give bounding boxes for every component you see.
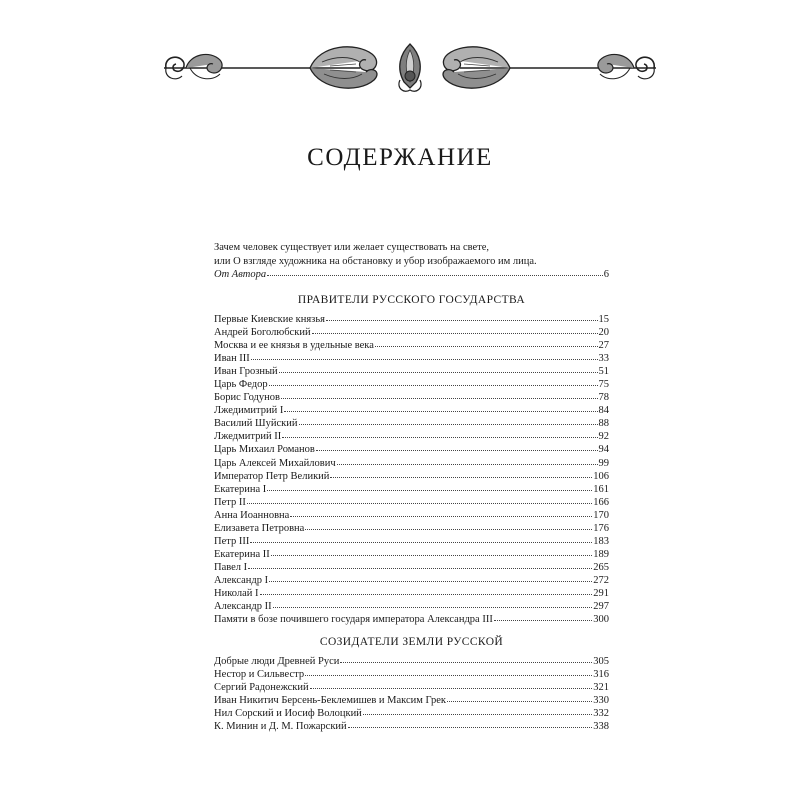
- dot-leader: [305, 529, 592, 530]
- toc-entry-page: 176: [593, 522, 609, 534]
- toc-entry-page: 78: [598, 392, 609, 404]
- page-title: СОДЕРЖАНИЕ: [307, 144, 493, 171]
- toc-entry[interactable]: [214, 313, 609, 326]
- toc-entry-title: Павел I: [214, 561, 248, 573]
- dot-leader: [330, 477, 592, 478]
- toc-entry-title: Андрей Боголюбский: [214, 327, 311, 339]
- toc-entry-title: Лжедмитрий II: [214, 431, 282, 443]
- toc-entry[interactable]: [214, 365, 609, 378]
- toc-entry-title: Император Петр Великий: [214, 470, 330, 482]
- toc-entry-page: 338: [593, 721, 609, 733]
- toc-entry[interactable]: [214, 509, 609, 522]
- toc-entry-page: 330: [593, 695, 609, 707]
- toc-entry[interactable]: [214, 417, 609, 430]
- dot-leader: [279, 372, 598, 373]
- toc-entry-page: 305: [593, 656, 609, 667]
- toc-entry-title: Александр I: [214, 574, 269, 586]
- dot-leader: [447, 701, 592, 702]
- toc-entry-title: К. Минин и Д. М. Пожарский: [214, 721, 347, 733]
- toc-entry-title: Екатерина I: [214, 483, 267, 495]
- dot-leader: [326, 320, 598, 321]
- toc-entry-page: 94: [598, 444, 609, 456]
- toc-entry[interactable]: [214, 470, 609, 483]
- toc-entry-title: Николай I: [214, 587, 259, 599]
- toc-entry[interactable]: [214, 561, 609, 574]
- toc-entry-title: Первые Киевские князья: [214, 314, 325, 325]
- dot-leader: [305, 675, 592, 676]
- dot-leader: [290, 516, 592, 517]
- toc-entry-title: Москва и ее князья в удельные века: [214, 340, 374, 352]
- toc-entry[interactable]: [214, 496, 609, 509]
- toc-entry-page: 99: [598, 457, 609, 469]
- toc-entry[interactable]: [214, 707, 609, 720]
- toc-entry-page: 291: [593, 587, 609, 599]
- toc-entry-page: 106: [593, 470, 609, 482]
- toc-entry[interactable]: [214, 326, 609, 339]
- toc-entry[interactable]: [214, 378, 609, 391]
- dot-leader: [260, 594, 593, 595]
- toc-entry-title: Борис Годунов: [214, 392, 280, 404]
- toc-entry[interactable]: [214, 339, 609, 352]
- toc-entry[interactable]: [214, 613, 609, 626]
- toc-entry-page: 15: [598, 314, 609, 325]
- toc-entry-title: Нил Сорский и Иосиф Волоцкий: [214, 708, 362, 720]
- toc-entry-title: Елизавета Петровна: [214, 522, 305, 534]
- toc-entry-title: Анна Иоанновна: [214, 509, 290, 521]
- intro-line-2: или О взгляде художника на обстановку и убор изображаемого им лица.: [214, 255, 537, 267]
- toc-entry-title: Царь Михаил Романов: [214, 444, 315, 456]
- toc-entry-page: 88: [598, 418, 609, 430]
- toc-entry[interactable]: [214, 600, 609, 613]
- dot-leader: [269, 581, 592, 582]
- toc-entry[interactable]: [214, 430, 609, 443]
- dot-leader: [282, 437, 597, 438]
- dot-leader: [250, 542, 592, 543]
- intro-line-1: Зачем человек существует или желает существовать на свете,: [214, 242, 490, 253]
- toc-entry-page: 92: [598, 431, 609, 443]
- toc-entry-page: 27: [598, 340, 609, 352]
- toc-entry[interactable]: [214, 443, 609, 456]
- toc-entry-title: Добрые люди Древней Руси: [214, 656, 340, 667]
- toc-entry-title: Василий Шуйский: [214, 418, 298, 430]
- toc-list-creators: [214, 655, 609, 733]
- dot-leader: [348, 727, 593, 728]
- toc-entry-page: 183: [593, 535, 609, 547]
- toc-entry-page: 265: [593, 561, 609, 573]
- toc-entry-title: Сергий Радонежский: [214, 682, 309, 694]
- toc-entry-page: 321: [593, 682, 609, 694]
- toc-entry-title: Петр II: [214, 496, 246, 508]
- toc-entry[interactable]: [214, 668, 609, 681]
- dot-leader: [337, 464, 598, 465]
- toc-entry-page: 316: [593, 669, 609, 681]
- toc-entry-title: Царь Федор: [214, 379, 268, 391]
- dot-leader: [310, 688, 593, 689]
- dot-leader: [316, 450, 598, 451]
- dot-leader: [299, 424, 598, 425]
- toc-entry-page: 161: [593, 483, 609, 495]
- toc-entry-author[interactable]: [214, 268, 609, 281]
- toc-list-rulers: [214, 313, 609, 626]
- dot-leader: [267, 490, 592, 491]
- toc-entry-page: 20: [598, 327, 609, 339]
- section-heading-creators: СОЗИДАТЕЛИ ЗЕМЛИ РУССКОЙ: [319, 636, 504, 648]
- toc-entry-title: Нестор и Сильвестр: [214, 669, 305, 681]
- toc-entry-page: 189: [593, 548, 609, 560]
- dot-leader: [247, 503, 592, 504]
- toc-entry-title: Памяти в бозе почившего государя императора Александра III: [214, 614, 493, 626]
- toc-entry-title: Петр III: [214, 535, 250, 547]
- toc-entry-page: 75: [598, 379, 609, 391]
- toc-entry-page: 297: [593, 601, 609, 613]
- toc-entry-page: 84: [598, 405, 609, 417]
- toc-entry-title: От Автора: [214, 269, 267, 280]
- toc-entry[interactable]: [214, 457, 609, 470]
- toc-entry[interactable]: [214, 535, 609, 548]
- toc-entry[interactable]: [214, 404, 609, 417]
- toc-entry[interactable]: [214, 548, 609, 561]
- toc-entry-page: 332: [593, 708, 609, 720]
- dot-leader: [271, 555, 592, 556]
- toc-entry-page: 300: [593, 614, 609, 626]
- dot-leader: [494, 620, 592, 621]
- toc-entry-page: 170: [593, 509, 609, 521]
- dot-leader: [284, 411, 597, 412]
- dot-leader: [248, 568, 592, 569]
- toc-entry[interactable]: [214, 720, 609, 733]
- toc-entry[interactable]: [214, 574, 609, 587]
- dot-leader: [375, 346, 598, 347]
- toc-entry-title: Иван Никитич Берсень-Беклемишев и Максим Грек: [214, 695, 446, 707]
- ornament-header: [160, 40, 660, 96]
- toc-entry-page: 6: [603, 269, 609, 280]
- dot-leader: [251, 359, 598, 360]
- toc-entry[interactable]: [214, 391, 609, 404]
- toc-entry-page: 51: [598, 366, 609, 378]
- toc-entry-page: 33: [598, 353, 609, 365]
- toc-entry[interactable]: [214, 352, 609, 365]
- dot-leader: [269, 385, 598, 386]
- toc-entry-page: 166: [593, 496, 609, 508]
- toc-entry-title: Иван III: [214, 353, 250, 365]
- toc-entry[interactable]: [214, 694, 609, 707]
- dot-leader: [340, 662, 592, 663]
- dot-leader: [281, 398, 598, 399]
- toc-entry-title: Екатерина II: [214, 548, 270, 560]
- dot-leader: [267, 275, 603, 276]
- toc-entry[interactable]: [214, 522, 609, 535]
- dot-leader: [312, 333, 598, 334]
- toc-entry-title: Александр II: [214, 601, 272, 613]
- toc-entry-page: 272: [593, 574, 609, 586]
- intro-block: [214, 241, 609, 281]
- toc-entry[interactable]: [214, 587, 609, 600]
- section-heading-rulers: ПРАВИТЕЛИ РУССКОГО ГОСУДАРСТВА: [297, 294, 526, 306]
- toc-entry-title: Лжедимитрий I: [214, 405, 284, 417]
- dot-leader: [363, 714, 592, 715]
- toc-entry[interactable]: [214, 655, 609, 668]
- dot-leader: [273, 607, 593, 608]
- toc-entry-title: Царь Алексей Михайлович: [214, 457, 336, 469]
- toc-entry[interactable]: [214, 681, 609, 694]
- toc-entry-title: Иван Грозный: [214, 366, 278, 378]
- toc-entry[interactable]: [214, 483, 609, 496]
